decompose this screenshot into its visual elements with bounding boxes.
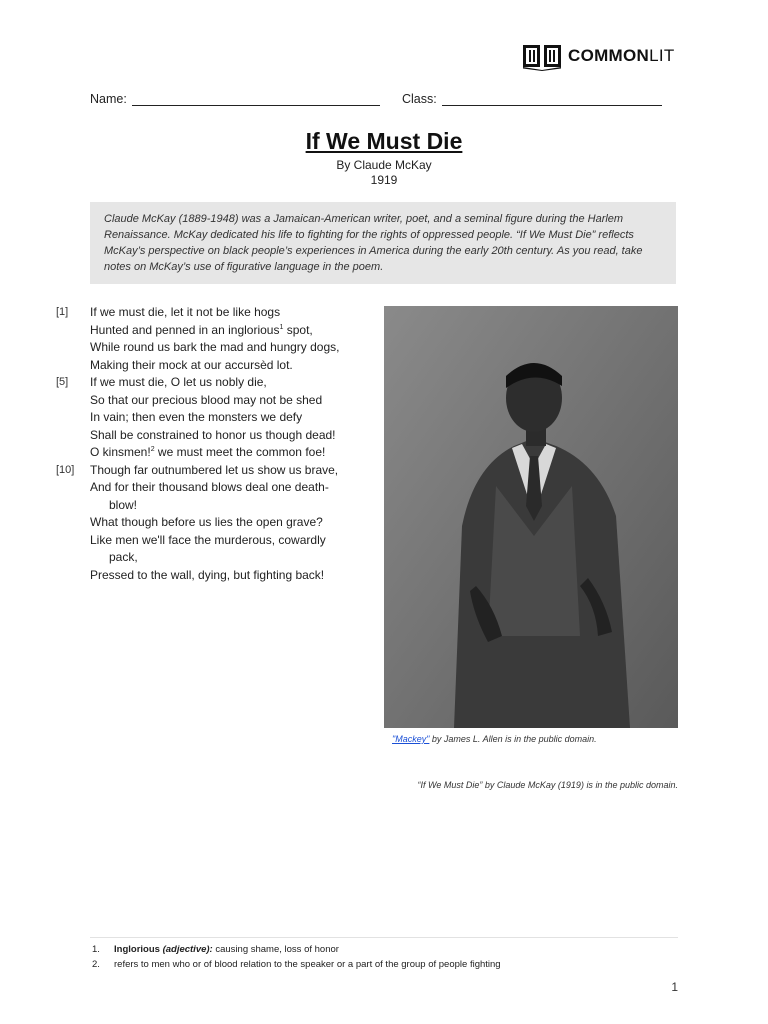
poem-title: If We Must Die [305,128,463,154]
intro-box: Claude McKay (1889-1948) was a Jamaican-American writer, poet, and a seminal figure during the Harlem Renaissance. McKay dedicated his life to fighting for the rights of oppressed people. “If We Must Die” reflects McKay’s perspective on black people’s experiences in America during the early 20th century. As you read, take notes on McKay’s use of figurative language in the poem. [90,202,676,284]
commonlit-logo [522,40,675,72]
line-number [56,444,90,462]
line-text: pack, [109,550,138,564]
line-text: Though far outnumbered let us show us brave, [90,462,339,477]
poem-line [56,514,376,532]
line-number [56,357,90,375]
poem-line [56,392,376,410]
poem-line [56,374,376,392]
poem-line [56,339,376,357]
line-number [56,322,90,340]
brand-name: COMMONLIT [568,46,675,65]
line-text: Making their mock at our accursèd lot. [90,357,293,372]
line-number: [1] [56,306,69,318]
line-text: Pressed to the wall, dying, but fighting back! [90,567,325,582]
name-field[interactable] [90,90,380,106]
line-number [56,427,90,445]
line-text: O kinsmen!$^2$ we must meet the common foe! [90,445,326,459]
line-text: blow! [109,497,138,512]
line-number: [10] [56,463,75,476]
footnote-2: 2. refers to men who or of blood relation to the speaker or a part of the group of people fighting [92,959,501,970]
line-text: In vain; then even the monsters we defy [90,410,303,424]
footnote-divider [90,937,678,938]
author-photo [384,306,678,728]
line-number [56,514,90,532]
class-line[interactable] [442,90,662,106]
line-text: If we must die, let it not be like hogs [90,305,281,319]
page-number: 1 [671,980,678,994]
open-book-icon [522,41,562,71]
image-caption [392,734,597,744]
line-number [56,549,90,567]
line-number: [5] [56,376,69,388]
line-text: Shall be constrained to honor us though dead! [90,427,336,442]
line-number [56,497,90,515]
line-number [56,392,90,410]
line-text: If we must die, O let us nobly die, [90,375,267,389]
poem-line [56,532,376,550]
poem-line [56,304,376,322]
poem-line [56,462,376,480]
line-number [56,409,90,427]
class-label: Class: [402,92,437,106]
line-number [56,479,90,497]
year: 1919 [370,173,398,187]
line-text: Like men we'll face the murderous, cowardly [90,532,326,547]
poem-line [56,567,376,585]
caption-rest: by James L. Allen is in the public domain. [429,734,597,744]
line-text: And for their thousand blows deal one death- [90,480,329,494]
class-field[interactable] [402,90,662,106]
poem-text [56,304,376,584]
poem-line [56,409,376,427]
footnotes [92,942,501,972]
line-text: What though before us lies the open grave? [90,515,323,529]
footnote-1: 1. Inglorious (adjective): causing shame, loss of honor [92,944,339,955]
line-number [56,532,90,550]
line-text: So that our precious blood may not be shed [90,392,323,407]
poem-line [56,479,376,497]
poem-line [56,444,376,462]
name-label: Name: [90,92,127,106]
author: By Claude McKay [336,158,432,172]
poem-line [56,549,376,567]
mackey-link[interactable]: "Mackey" [392,734,430,744]
poem-line [56,497,376,515]
byline [0,158,768,188]
line-text: While round us bark the mad and hungry dogs, [90,340,340,354]
public-domain-credit: “If We Must Die” by Claude McKay (1919) is in the public domain. [417,780,678,790]
line-number [56,567,90,585]
poem-line [56,357,376,375]
name-line[interactable] [132,90,380,106]
poem-line [56,427,376,445]
line-number [56,339,90,357]
footnote-marker: 1 [279,323,284,331]
footnote-marker: 2 [150,446,155,453]
line-text: Hunted and penned in an inglorious$^1$ spot, [90,322,313,337]
poem-line [56,322,376,340]
